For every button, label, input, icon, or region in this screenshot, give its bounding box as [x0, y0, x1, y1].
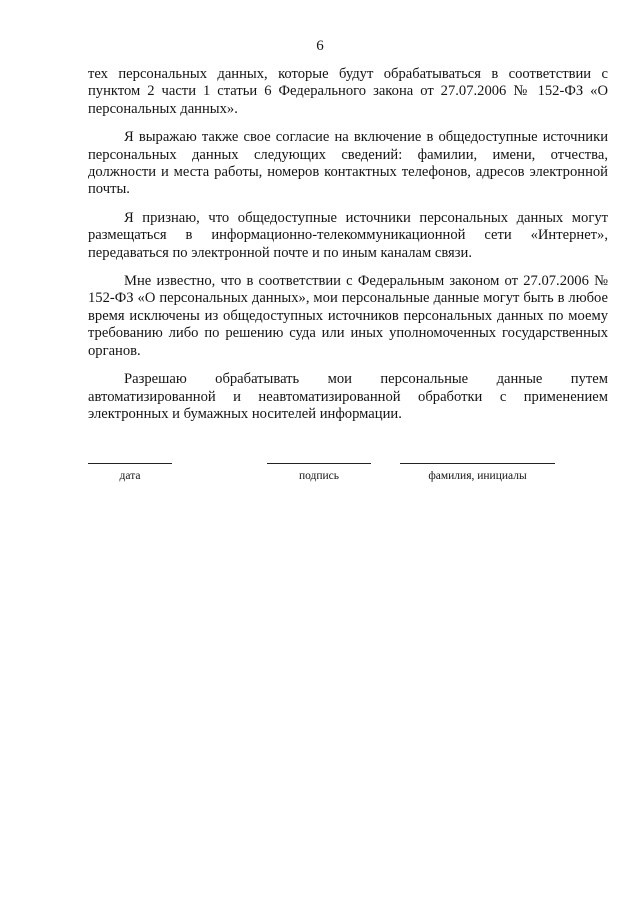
name-line: [400, 463, 555, 464]
paragraph-public-sources-consent: Я выражаю также свое согласие на включение в общедоступные источники персональных данных следующих сведений: фамилии, имени, отчества, должности и места работы, номеров контактных телефонов, адресов электронной почты.: [88, 129, 608, 198]
paragraph-internet-acknowledgement: Я признаю, что общедоступные источники персональных данных могут размещаться в информационно-телекоммуникационной сети «Интернет», передаваться по электронной почте и по иным каналам связи.: [88, 209, 608, 261]
signature-date-field: [88, 463, 172, 482]
signature-name-field: [400, 463, 555, 482]
paragraph-continuation: тех персональных данных, которые будут обрабатываться в соответствии с пунктом 2 части 1 статьи 6 Федерального закона от 27.07.2006 № 152-ФЗ «О персональных данных».: [88, 66, 608, 117]
signature-line: [267, 463, 371, 464]
page-number: 6: [316, 38, 324, 54]
signature-label: подпись: [298, 470, 340, 482]
date-label: дата: [119, 470, 141, 482]
document-body: [88, 66, 608, 434]
date-line: [88, 463, 172, 464]
paragraph-processing-permission: Разрешаю обрабатывать мои персональные данные путем автоматизированной и неавтоматизированной обработки с применением электронных и бумажных носителей информации.: [88, 371, 608, 422]
paragraph-exclusion-notice: Мне известно, что в соответствии с Федеральным законом от 27.07.2006 № 152-ФЗ «О персональных данных», мои персональные данные могут быть в любое время исключены из общедоступных источников персональных данных по моему требованию либо по решению суда или иных уполномоченных государственных органов.: [88, 273, 608, 359]
signature-sign-field: [267, 463, 371, 482]
name-label: фамилия, инициалы: [428, 470, 527, 482]
